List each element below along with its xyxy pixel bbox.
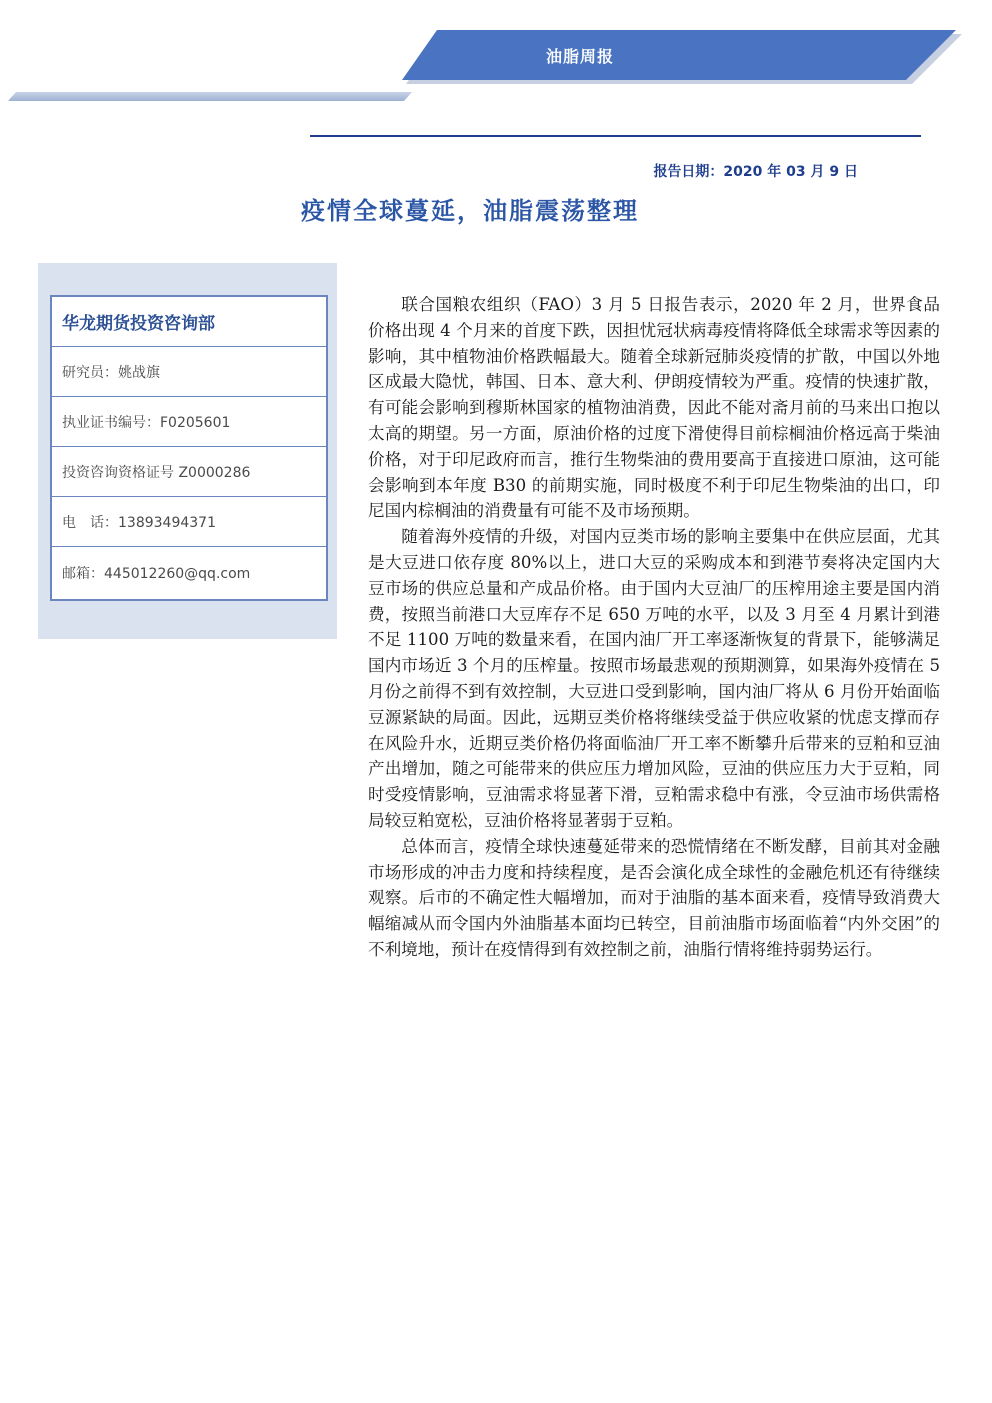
header-divider bbox=[310, 135, 921, 137]
license-number: 执业证书编号：F0205601 bbox=[52, 397, 326, 447]
email-address: 邮箱：445012260@qq.com bbox=[62, 566, 251, 582]
body-paragraph: 随着海外疫情的升级，对国内豆类市场的影响主要集中在供应层面，尤其是大豆进口依存度 80%以上，进口大豆的采购成本和到港节奏将决定国内大豆市场的供应总量和产成品价格。由于国内大豆油厂的压榨用途主要是国内消费，按照当前港口大豆库存不足 650 万吨的水平，以及 3 月至 4 月累计到港不足 1100 万吨的数量来看，在国内油厂开工率逐渐恢复的背景下，能够满足国内市场近 3 个月的压榨量。按照市场最悲观的预期测算，如果海外疫情在 5 月份之前得不到有效控制，大豆进口受到影响，国内油厂将从 6 月份开始面临豆源紧缺的局面。因此，远期豆类价格将继续受益于供应收紧的忧虑支撑而存在风险升水，近期豆类价格仍将面临油厂开工率不断攀升后带来的豆粕和豆油产出增加，随之可能带来的供应压力增加风险，豆油的供应压力大于豆粕，同时受疫情影响，豆油需求将显著下滑，豆粕需求稳中有涨，令豆油市场供需格局较豆粕宽松，豆油价格将显著弱于豆粕。 bbox=[368, 527, 940, 830]
body-paragraph: 联合国粮农组织（FAO）3 月 5 日报告表示，2020 年 2 月，世界食品价格出现 4 个月来的首度下跌，因担忧冠状病毒疫情将降低全球需求等因素的影响，其中植物油价格跌幅最大。随着全球新冠肺炎疫情的扩散，中国以外地区成最大隐忧，韩国、日本、意大利、伊朗疫情较为严重。疫情的快速扩散，有可能会影响到穆斯林国家的植物油消费，因此不能对斋月前的马来出口抱以太高的期望。另一方面，原油价格的过度下滑使得目前棕榈油价格远高于柴油价格，对于印尼政府而言，推行生物柴油的费用要高于直接进口原油，这可能会影响到本年度 B30 的前期实施，同时极度不利于印尼生物柴油的出口，印尼国内棕榈油的消费量有可能不及市场预期。 bbox=[368, 295, 940, 521]
report-body bbox=[368, 292, 940, 963]
contact-info-box bbox=[50, 295, 328, 601]
body-paragraph: 总体而言，疫情全球快速蔓延带来的恐慌情绪在不断发酵，目前其对金融市场形成的冲击力度和持续程度，是否会演化成全球性的金融危机还有待继续观察。后市的不确定性大幅增加，而对于油脂的基本面来看，疫情导致消费大幅缩减从而令国内外油脂基本面均已转空，目前油脂市场面临着“内外交困”的不利境地，预计在疫情得到有效控制之前，油脂行情将维持弱势运行。 bbox=[368, 836, 940, 959]
report-series-label: 油脂周报 bbox=[545, 47, 614, 66]
organization-name: 华龙期货投资咨询部 bbox=[52, 297, 326, 347]
analyst-name: 研究员：姚战旗 bbox=[52, 347, 326, 397]
consult-certificate: 投资咨询资格证号 Z0000286 bbox=[52, 447, 326, 497]
phone-number: 电 话：13893494371 bbox=[52, 497, 326, 547]
report-title: 疫情全球蔓延，油脂震荡整理 bbox=[301, 196, 639, 225]
report-date: 报告日期：2020 年 03 月 9 日 bbox=[653, 164, 858, 180]
banner-stripe bbox=[8, 92, 412, 101]
